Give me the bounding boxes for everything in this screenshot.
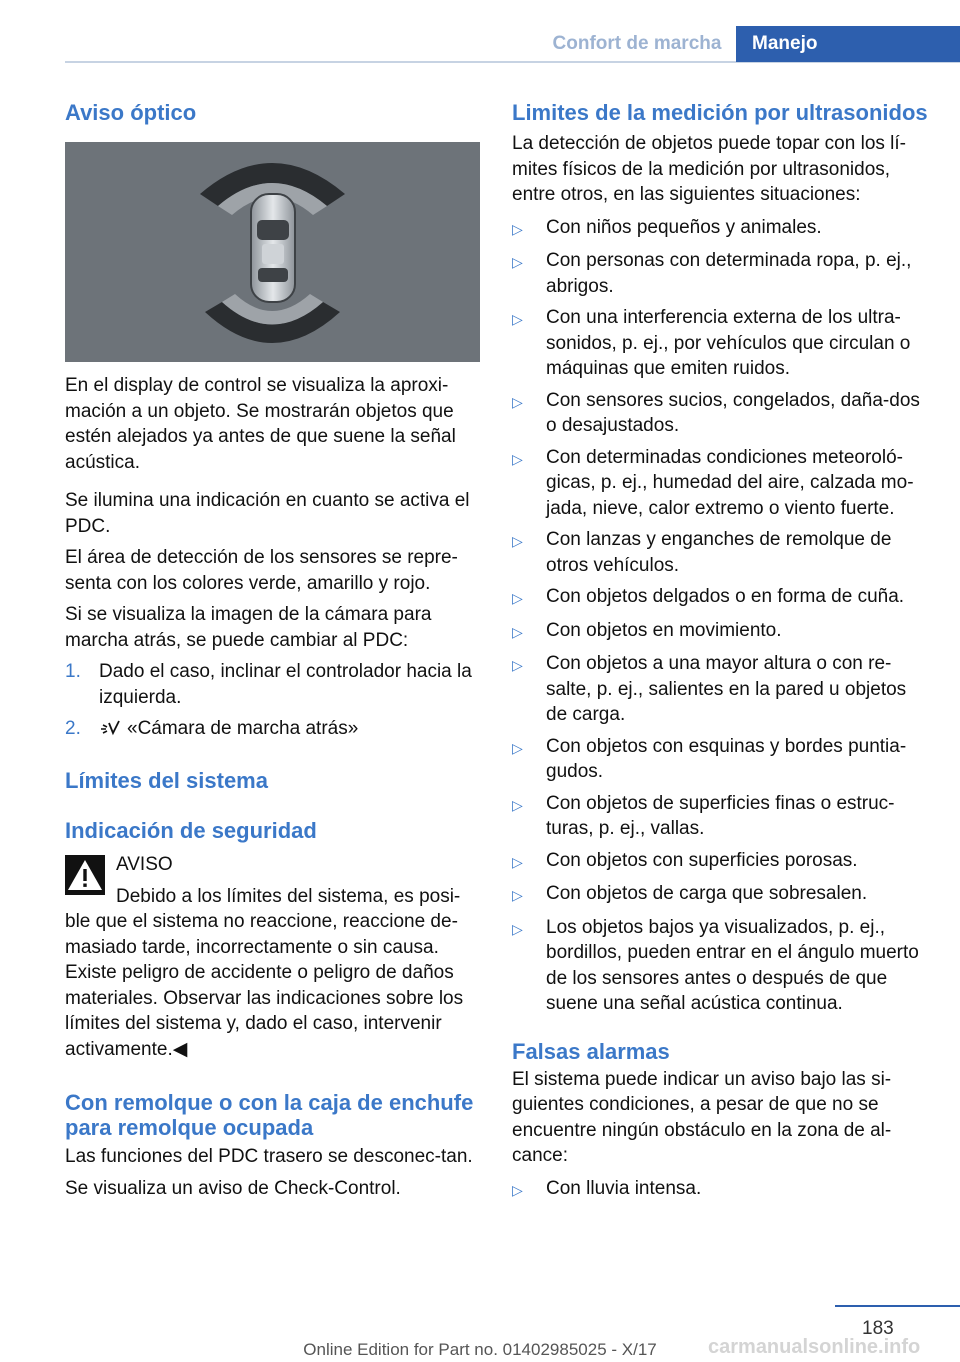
paragraph: El sistema puede indicar un aviso bajo las si-guientes condiciones, a pesar de que no se encuentre ningún obstáculo en la zona de al-cance: <box>512 1068 892 1166</box>
list-item: ▷ Con objetos con superficies porosas. <box>512 848 930 876</box>
footer-rule <box>835 1305 960 1307</box>
list-item: ▷ Con objetos con esquinas y bordes puntia-gudos. <box>512 734 930 785</box>
car-top-view-image <box>65 142 480 362</box>
paragraph: Se visualiza un aviso de Check-Control. <box>65 1177 401 1199</box>
left-column <box>65 100 483 1201</box>
false-alarm-list <box>512 1176 930 1204</box>
bullet-triangle-icon: ▷ <box>512 657 523 673</box>
paragraph: Se ilumina una indicación en cuanto se activa el PDC. <box>65 490 470 537</box>
step-text: «Cámara de marcha atrás» <box>127 718 359 739</box>
list-item <box>65 659 483 710</box>
page-number: 183 <box>862 1318 894 1339</box>
edition-footer: Online Edition for Part no. 01402985025 - X/17 <box>303 1340 657 1359</box>
bullet-triangle-icon: ▷ <box>512 739 523 756</box>
list-item: ▷ Con una interferencia externa de los ultra-sonidos, p. ej., por vehículos que circulan o máquinas que emiten ruidos. <box>512 305 930 382</box>
bullet-triangle-icon: ▷ <box>512 853 523 870</box>
list-item: ▷ Con objetos de carga que sobresalen. <box>512 881 930 909</box>
header-section: Confort de marcha <box>552 33 722 54</box>
heading-aviso-optico: Aviso óptico <box>65 100 197 125</box>
bullet-triangle-icon: ▷ <box>512 533 523 549</box>
list-item: ▷ Con sensores sucios, congelados, daña-dos o desajustados. <box>512 388 930 439</box>
bullet-triangle-icon: ▷ <box>512 796 523 813</box>
limits-list <box>512 215 930 1017</box>
bullet-triangle-icon: ▷ <box>512 254 523 270</box>
step-number: 2. <box>65 718 81 739</box>
paragraph: Las funciones del PDC trasero se desconec-tan. <box>65 1146 473 1167</box>
heading-limites-medicion: Limites de la medición por ultrasonidos <box>512 100 928 125</box>
heading-limites-sistema: Límites del sistema <box>65 767 268 793</box>
bullet-triangle-icon: ▷ <box>512 1181 523 1198</box>
warning-title: AVISO <box>116 853 173 875</box>
bullet-triangle-icon: ▷ <box>512 311 523 327</box>
list-item: ▷ Con determinadas condiciones meteoroló-gicas, p. ej., humedad del aire, calzada mo-jada, nieve, calor extremo o viento fuerte. <box>512 445 930 522</box>
step-number: 1. <box>65 661 81 682</box>
bullet-triangle-icon: ▷ <box>512 920 523 937</box>
bullet-triangle-icon: ▷ <box>512 590 523 606</box>
list-item: ▷ Con objetos en movimiento. <box>512 618 930 646</box>
watermark: carmanualsonline.info <box>708 1336 921 1358</box>
list-item: ▷ Con personas con determinada ropa, p. ej., abrigos. <box>512 248 930 299</box>
bullet-triangle-icon: ▷ <box>512 623 523 640</box>
right-column <box>512 100 930 1209</box>
warning-text: Debido a los límites del sistema, es posi-ble que el sistema no reaccione, reaccione de-masiado tarde, incorrectamente o sin causa. Existe peligro de accidente o peligro de daños materiales. Observar las indicaciones sobre los límites del sistema y, dado el caso, intervenir activamente.◀ <box>65 885 464 1060</box>
list-item: ▷ Con niños pequeños y animales. <box>512 215 930 243</box>
bullet-triangle-icon: ▷ <box>512 887 523 903</box>
step-text: Dado el caso, inclinar el controlador hacia la izquierda. <box>99 661 472 708</box>
bullet-triangle-icon: ▷ <box>512 220 523 237</box>
list-item <box>65 716 483 742</box>
header-chapter: Manejo <box>736 26 960 62</box>
bullet-triangle-icon: ▷ <box>512 450 523 467</box>
paragraph: En el display de control se visualiza la aproxi-mación a un objeto. Se mostrarán objetos que estén alejados ya antes de que suene la señal acústica. <box>65 375 456 473</box>
list-item: ▷ Con objetos de superficies finas o estruc-turas, p. ej., vallas. <box>512 791 930 842</box>
list-item: ▷ Con lanzas y enganches de remolque de otros vehículos. <box>512 527 930 578</box>
paragraph: El área de detección de los sensores se repre-senta con los colores verde, amarillo y rojo. <box>65 547 458 594</box>
heading-remolque: Con remolque o con la caja de enchufe para remolque ocupada <box>65 1090 474 1140</box>
heading-indicacion-seguridad: Indicación de seguridad <box>65 817 317 843</box>
heading-falsas-alarmas: Falsas alarmas <box>512 1038 670 1064</box>
steps-list <box>65 659 483 742</box>
warning-icon <box>65 855 105 895</box>
list-item: ▷ Con lluvia intensa. <box>512 1176 930 1204</box>
list-item: ▷ Los objetos bajos ya visualizados, p. ej., bordillos, pueden entrar en el ángulo muerto de los sensores antes o después de que suene una señal acústica continua. <box>512 915 930 1017</box>
list-item: ▷ Con objetos a una mayor altura o con re-salte, p. ej., salientes en la pared u objetos de carga. <box>512 651 930 728</box>
paragraph: Si se visualiza la imagen de la cámara para marcha atrás, se puede cambiar al PDC: <box>65 604 432 651</box>
bullet-triangle-icon: ▷ <box>512 393 523 410</box>
list-item: ▷ Con objetos delgados o en forma de cuña. <box>512 584 930 612</box>
paragraph: La detección de objetos puede topar con los lí-mites físicos de la medición por ultrasonidos, entre otros, en las siguientes situaciones: <box>512 133 906 205</box>
camera-icon <box>99 716 121 742</box>
pdc-illustration <box>65 142 480 362</box>
